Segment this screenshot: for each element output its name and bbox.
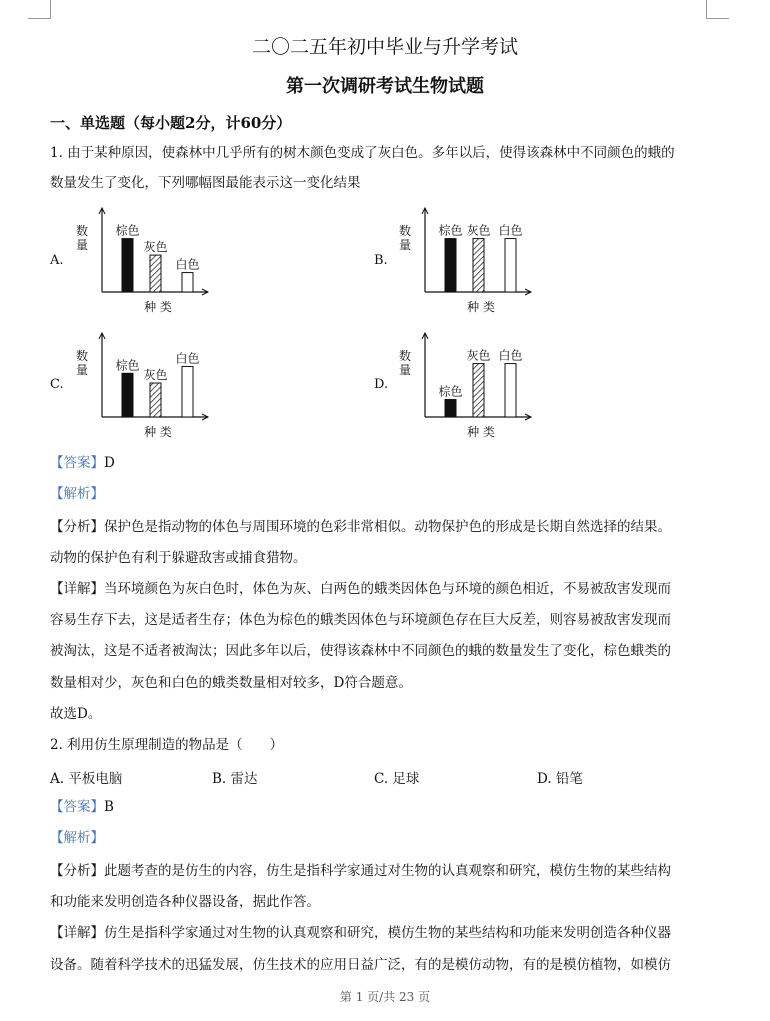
chart-option-a — [70, 205, 220, 320]
q2-detail-line2: 设备。随着科学技术的迅猛发展，仿生技术的应用日益广泛，有的是模仿动物，有的是模仿植物，如模仿 — [50, 957, 671, 973]
exam-title: 二〇二五年初中毕业与升学考试 — [251, 36, 518, 58]
page-footer: 第 1 页/共 23 页 — [339, 990, 431, 1004]
bar-label: 白色 — [498, 223, 523, 238]
bar-label: 灰色 — [143, 368, 168, 383]
q1-detail-line1 — [50, 579, 671, 599]
q1-option-d-label[interactable]: D. — [374, 377, 389, 392]
bar-label: 灰色 — [143, 240, 168, 255]
q1-stem-line1: 1. 由于某种原因，使森林中几乎所有的树木颜色变成了灰白色。多年以后，使得该森林中不同颜色的蛾的 — [50, 145, 675, 161]
q1-fenxi-line2: 动物的保护色有利于躲避敌害或捕食猎物。 — [50, 550, 307, 566]
bar-label: 棕色 — [438, 223, 463, 238]
q1-option-a-label[interactable]: A. — [50, 253, 64, 268]
y-axis-label: 数量 — [75, 349, 89, 377]
fenxi-text: 保护色是指动物的体色与周围环境的色彩非常相似。动物保护色的形成是长期自然选择的结果。 — [104, 519, 671, 535]
y-axis-label: 数量 — [398, 224, 412, 252]
q1-fenxi-line1 — [50, 517, 671, 537]
bar-白色 — [182, 273, 193, 292]
bar-label: 棕色 — [438, 384, 463, 399]
bar-棕色 — [122, 239, 133, 292]
bar-label: 灰色 — [466, 348, 491, 363]
q1-option-c-label[interactable]: C. — [50, 377, 64, 392]
answer-value: B — [104, 799, 114, 815]
bar-label: 白色 — [175, 257, 200, 272]
chart-option-d — [393, 330, 543, 445]
q2-fenxi-line1 — [50, 861, 671, 881]
q1-option-b-label[interactable]: B. — [374, 253, 388, 268]
bar-label: 白色 — [175, 351, 200, 366]
q2-option-a[interactable]: A. 平板电脑 — [50, 771, 123, 787]
detail-text: 当环境颜色为灰白色时，体色为灰、白两色的蛾类因体色与环境的颜色相近，不易被敌害发现而 — [104, 581, 671, 597]
bar-灰色 — [150, 255, 161, 292]
chart-option-b — [393, 205, 543, 320]
crop-mark-top-left — [28, 0, 51, 19]
bar-白色 — [505, 239, 516, 292]
q2-answer — [50, 797, 114, 817]
q2-analysis — [50, 828, 104, 848]
analysis-tag: 【解析】 — [50, 486, 104, 502]
x-axis-label: 种 类 — [144, 425, 172, 439]
detail-tag: 【详解】 — [50, 925, 104, 941]
q2-option-b[interactable]: B. 雷达 — [212, 771, 258, 787]
q1-conclusion: 故选D。 — [50, 706, 102, 722]
bar-灰色 — [473, 239, 484, 292]
bar-棕色 — [122, 373, 133, 417]
bar-label: 棕色 — [115, 358, 140, 373]
q2-stem: 2. 利用仿生原理制造的物品是（ ） — [50, 737, 284, 753]
y-axis-label: 数量 — [75, 224, 89, 252]
crop-mark-top-right — [706, 0, 729, 19]
bar-棕色 — [445, 400, 456, 417]
fenxi-tag: 【分析】 — [50, 519, 104, 535]
bar-白色 — [505, 364, 516, 417]
bar-label: 白色 — [498, 348, 523, 363]
detail-text: 仿生是指科学家通过对生物的认真观察和研究，模仿生物的某些结构和功能来发明创造各种仪器 — [104, 925, 671, 941]
chart-option-c — [70, 330, 220, 445]
y-axis-label: 数量 — [398, 349, 412, 377]
analysis-tag: 【解析】 — [50, 830, 104, 846]
q1-detail-line3: 被淘汰，这是不适者被淘汰；因此多年以后，使得该森林中不同颜色的蛾的数量发生了变化，棕色蛾类的 — [50, 643, 671, 659]
fenxi-tag: 【分析】 — [50, 863, 104, 879]
detail-tag: 【详解】 — [50, 581, 104, 597]
bar-棕色 — [445, 239, 456, 292]
bar-灰色 — [150, 383, 161, 417]
fenxi-text: 此题考查的是仿生的内容，仿生是指科学家通过对生物的认真观察和研究，模仿生物的某些结构 — [104, 863, 671, 879]
q2-option-d[interactable]: D. 铅笔 — [537, 771, 583, 787]
q2-fenxi-line2: 和功能来发明创造各种仪器设备，据此作答。 — [50, 894, 320, 910]
bar-label: 棕色 — [115, 223, 140, 238]
section-heading: 一、单选题（每小题2分，计60分） — [50, 114, 292, 132]
answer-tag: 【答案】 — [50, 799, 104, 815]
q1-stem-line2: 数量发生了变化，下列哪幅图最能表示这一变化结果 — [50, 175, 361, 191]
x-axis-label: 种 类 — [467, 425, 495, 439]
exam-subtitle: 第一次调研考试生物试题 — [286, 76, 484, 97]
bar-灰色 — [473, 364, 484, 417]
q1-analysis — [50, 484, 104, 504]
q2-detail-line1 — [50, 923, 671, 943]
q1-detail-line4: 数量相对少，灰色和白色的蛾类数量相对较多，D符合题意。 — [50, 675, 412, 691]
bar-label: 灰色 — [466, 223, 491, 238]
q1-detail-line2: 容易生存下去，这是适者生存；体色为棕色的蛾类因体色与环境颜色存在巨大反差，则容易被敌害发现而 — [50, 612, 671, 628]
q2-option-c[interactable]: C. 足球 — [374, 771, 420, 787]
x-axis-label: 种 类 — [467, 300, 495, 314]
q1-answer — [50, 453, 115, 473]
bar-白色 — [182, 366, 193, 417]
answer-value: D — [104, 455, 115, 471]
answer-tag: 【答案】 — [50, 455, 104, 471]
x-axis-label: 种 类 — [144, 300, 172, 314]
